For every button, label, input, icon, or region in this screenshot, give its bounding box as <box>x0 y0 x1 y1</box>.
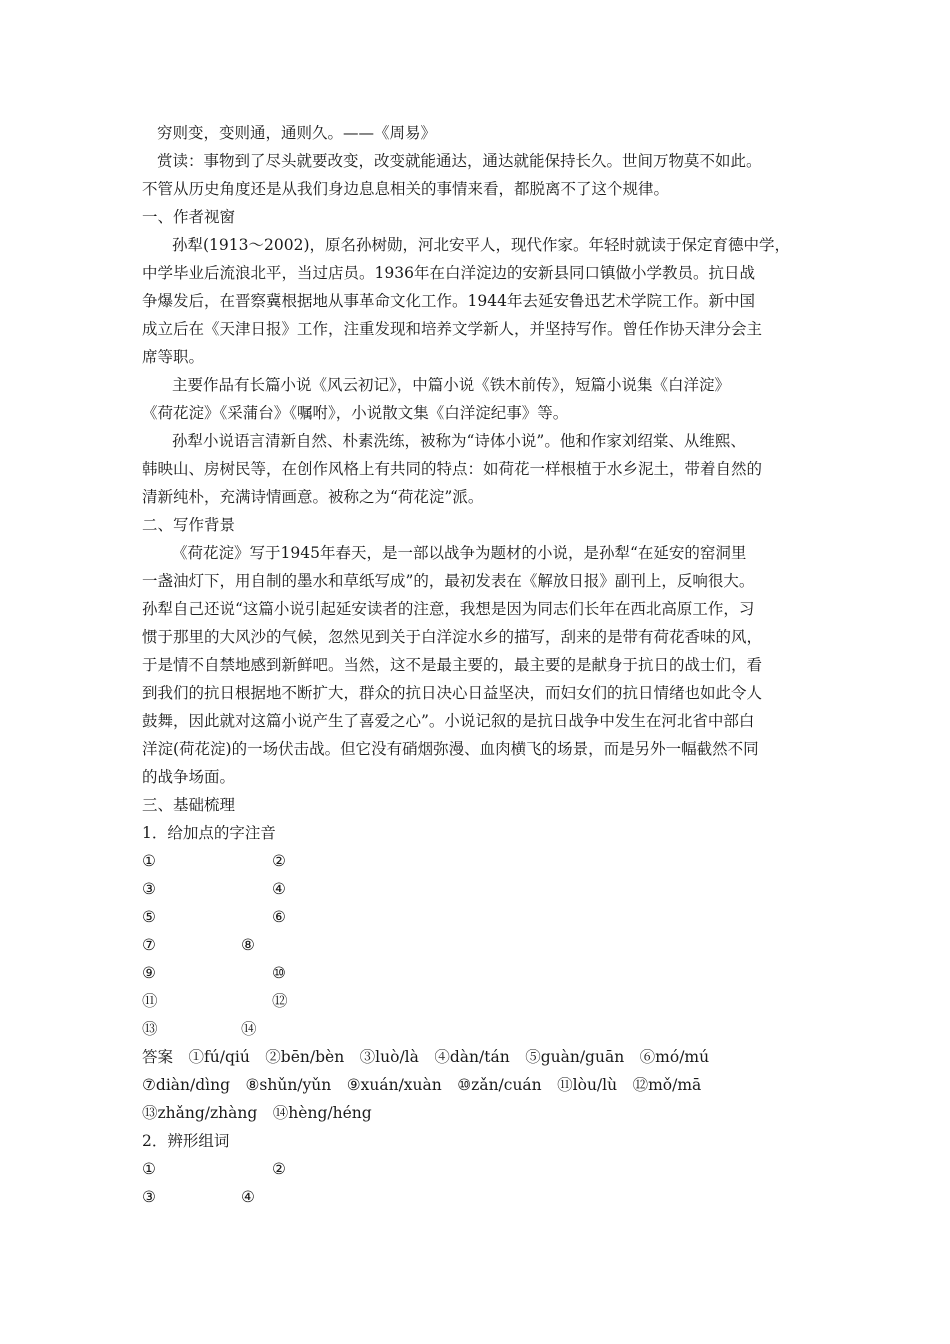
background-line: 《荷花淀》写于1945年春天，是一部以战争为题材的小说，是孙犁“在延安的窑洞里 <box>172 544 747 562</box>
background-line: 洋淀(荷花淀)的一场伏击战。但它没有硝烟弥漫、血肉横飞的场景，而是另外一幅截然不同 <box>142 740 759 758</box>
answer-line: ⑦diàn/dìng ⑧shǔn/yǔn ⑨xuán/xuàn ⑩zǎn/cuán ⑪lòu/lù ⑫mǒ/mā <box>142 1076 702 1094</box>
section-heading-background: 二、写作背景 <box>142 516 236 534</box>
style-line: 孙犁小说语言清新自然、朴素洗练，被称为“诗体小说”。他和作家刘绍棠、从维熙、 <box>172 432 746 450</box>
question-2-title: 2．辨形组词 <box>142 1132 230 1150</box>
epigraph-quote: 穷则变，变则通，通则久。——《周易》 <box>157 124 437 142</box>
blank-item: ④ <box>272 880 286 898</box>
answer-line: ⑬zhǎng/zhàng ⑭hèng/héng <box>142 1104 372 1122</box>
author-bio-line: 争爆发后，在晋察冀根据地从事革命文化工作。1944年去延安鲁迅艺术学院工作。新中国 <box>142 292 755 310</box>
blank-item: ⑫ <box>272 992 288 1010</box>
background-line: 的战争场面。 <box>142 768 236 786</box>
works-line: 《荷花淀》《采蒲台》《嘱咐》，小说散文集《白洋淀纪事》等。 <box>142 404 569 422</box>
author-bio-line: 成立后在《天津日报》工作，注重发现和培养文学新人，并坚持写作。曾任作协天津分会主 <box>142 320 763 338</box>
author-bio-line: 孙犁(1913～2002)，原名孙树勋，河北安平人，现代作家。年轻时就读于保定育德中学， <box>172 236 790 254</box>
background-line: 孙犁自己还说“这篇小说引起延安读者的注意，我想是因为同志们长年在西北高原工作，习 <box>142 600 755 618</box>
background-line: 一盏油灯下，用自制的墨水和草纸写成”的，最初发表在《解放日报》副刊上，反响很大。 <box>142 572 755 590</box>
blank-item: ② <box>272 1160 286 1178</box>
blank-item: ④ <box>241 1188 255 1206</box>
author-bio-line: 席等职。 <box>142 348 205 366</box>
background-line: 到我们的抗日根据地不断扩大，群众的抗日决心日益坚决，而妇女们的抗日情绪也如此令人 <box>142 684 763 702</box>
question-1-title: 1．给加点的字注音 <box>142 824 276 842</box>
appreciation-line-2: 不管从历史角度还是从我们身边息息相关的事情来看，都脱离不了这个规律。 <box>142 180 670 198</box>
blank-item: ⑩ <box>272 964 286 982</box>
section-heading-author: 一、作者视窗 <box>142 208 236 226</box>
blank-item: ⑦ <box>142 936 156 954</box>
blank-item: ⑤ <box>142 908 156 926</box>
blank-item: ⑭ <box>241 1020 257 1038</box>
blank-item: ⑥ <box>272 908 286 926</box>
background-line: 惯于那里的大风沙的气候，忽然见到关于白洋淀水乡的描写，刮来的是带有荷花香味的风， <box>142 628 763 646</box>
answer-line: 答案 ①fú/qiú ②bēn/bèn ③luò/là ④dàn/tán ⑤guàn/guān ⑥mó/mú <box>142 1048 710 1066</box>
blank-item: ⑪ <box>142 992 158 1010</box>
author-bio-line: 中学毕业后流浪北平，当过店员。1936年在白洋淀边的安新县同口镇做小学教员。抗日战 <box>142 264 755 282</box>
blank-item: ② <box>272 852 286 870</box>
style-line: 清新纯朴，充满诗情画意。被称之为“荷花淀”派。 <box>142 488 484 506</box>
blank-item: ⑬ <box>142 1020 158 1038</box>
blank-item: ① <box>142 852 156 870</box>
blank-item: ① <box>142 1160 156 1178</box>
works-line: 主要作品有长篇小说《风云初记》，中篇小说《铁木前传》，短篇小说集《白洋淀》 <box>172 376 731 394</box>
blank-item: ⑨ <box>142 964 156 982</box>
blank-item: ③ <box>142 1188 156 1206</box>
background-line: 鼓舞，因此就对这篇小说产生了喜爱之心”。小说记叙的是抗日战争中发生在河北省中部白 <box>142 712 755 730</box>
section-heading-basics: 三、基础梳理 <box>142 796 236 814</box>
blank-item: ③ <box>142 880 156 898</box>
style-line: 韩映山、房树民等，在创作风格上有共同的特点：如荷花一样根植于水乡泥土，带着自然的 <box>142 460 763 478</box>
background-line: 于是情不自禁地感到新鲜吧。当然，这不是最主要的，最主要的是献身于抗日的战士们，看 <box>142 656 763 674</box>
appreciation-line-1: 赏读：事物到了尽头就要改变，改变就能通达，通达就能保持长久。世间万物莫不如此。 <box>157 152 762 170</box>
blank-item: ⑧ <box>241 936 255 954</box>
